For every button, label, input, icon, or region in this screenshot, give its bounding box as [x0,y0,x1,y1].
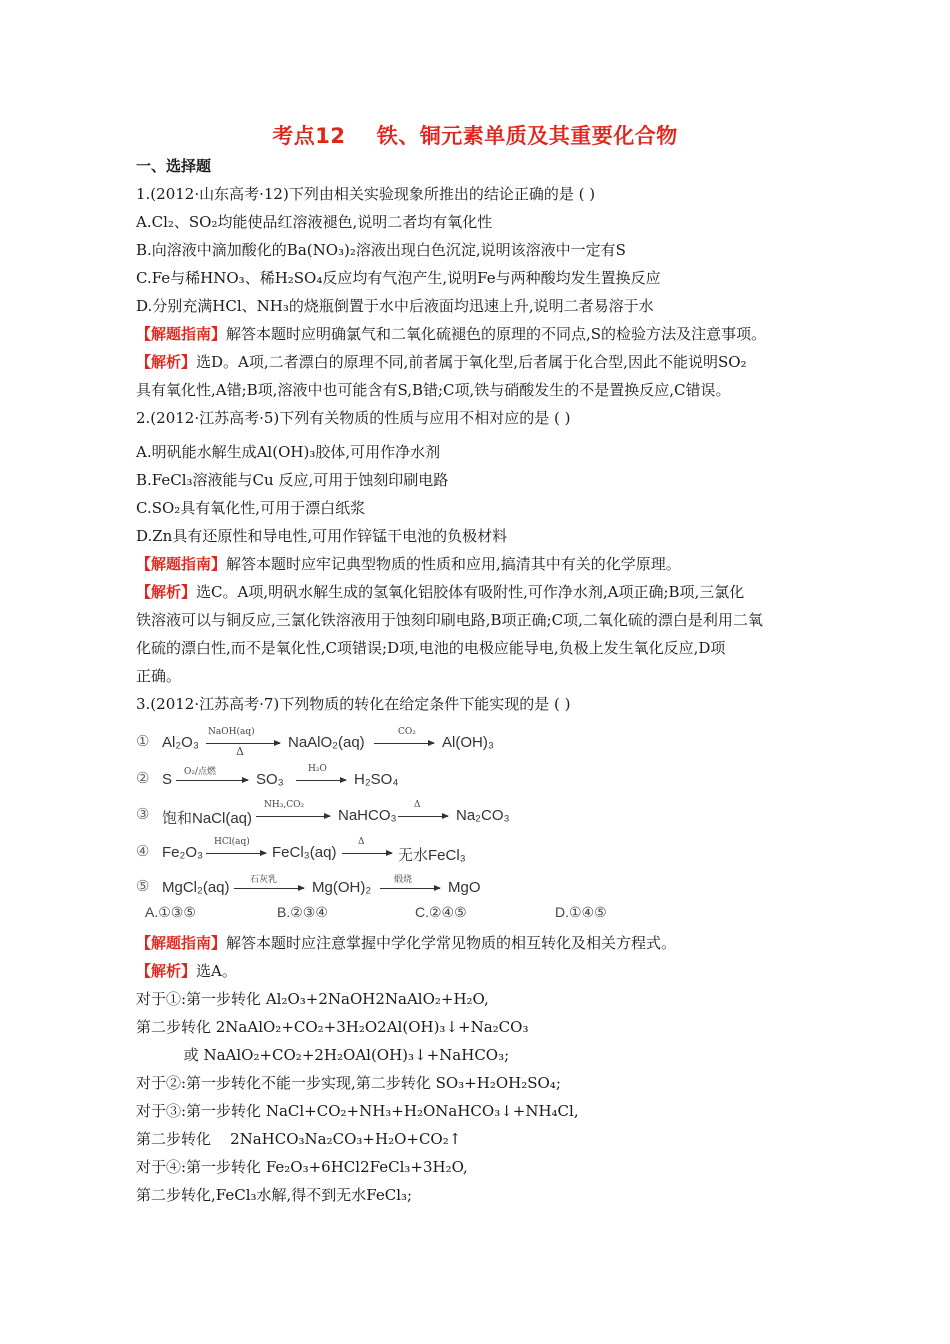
condition-2: CO₂ [398,727,416,737]
analysis-text: 选C。A项,明矾水解生成的氢氧化铝胶体有吸附性,可作净水剂,A项正确;B项,三氯化 [196,583,745,601]
analysis-tag: 【解析】 [136,962,197,980]
intermediate: SO₃ [256,771,284,788]
product: MgO [448,879,481,896]
q1-option-d: D.分别充满HCl、NH₃的烧瓶倒置于水中后液面均迅速上升,说明二者易溶于水 [136,297,654,315]
condition-1: 石灰乳 [250,875,278,885]
q2-analysis-line-1 [136,581,744,603]
q3-analysis-line-8: 第二步转化,FeCl₃水解,得不到无水FeCl₃; [136,1186,413,1204]
condition-1: HCl(aq) [214,837,250,847]
guide-tag: 【解题指南】 [136,934,227,952]
reaction-number: ② [136,769,150,787]
reaction-row-4 [136,838,556,868]
condition-1-below: Δ [236,745,244,758]
q1-option-c: C.Fe与稀HNO₃、稀H₂SO₄反应均有气泡产生,说明Fe与两种酸均发生置换反应 [136,269,661,287]
reactant: S [162,771,173,788]
arrow-icon [234,888,304,889]
q3-analysis-line-6: 第二步转化 2NaHCO₃Na₂CO₃+H₂O+CO₂↑ [136,1130,462,1148]
arrow-icon [380,888,440,889]
condition-1: O₂/点燃 [184,767,217,777]
arrow-icon [256,816,330,817]
reactant: MgCl₂(aq) [162,879,230,896]
q2-option-a: A.明矾能水解生成Al(OH)₃胶体,可用作净水剂 [136,443,441,461]
condition-1: NH₃,CO₂ [264,800,305,810]
q2-analysis-line-3: 化硫的漂白性,而不是氧化性,C项错误;D项,电池的电极应能导电,负极上发生氧化反应,D项 [136,639,726,657]
arrow-icon [398,816,448,817]
arrow-icon [206,853,266,854]
q2-stem: 2.(2012·江苏高考·5)下列有关物质的性质与应用不相对应的是 ( ) [136,409,571,427]
intermediate: NaHCO₃ [338,807,397,824]
q1-stem: 1.(2012·山东高考·12)下列由相关实验现象所推出的结论正确的是 ( ) [136,185,596,203]
q3-analysis-line-5: 对于③:第一步转化 NaCl+CO₂+NH₃+H₂ONaHCO₃↓+NH₄Cl, [136,1102,579,1120]
reaction-row-5 [136,873,556,903]
condition-2: 煅烧 [394,875,413,885]
reaction-row-2 [136,765,556,795]
analysis-tag: 【解析】 [136,353,197,371]
page-title: 考点12 铁、铜元素单质及其重要化合物 [272,124,678,148]
reactant: Al₂O₃ [162,734,199,751]
reaction-number: ④ [136,842,150,860]
arrow-icon [374,743,434,744]
q3-analysis-head [136,960,237,982]
q3-analysis-line-7: 对于④:第一步转化 Fe₂O₃+6HCl2FeCl₃+3H₂O, [136,1158,468,1176]
section-heading: 一、选择题 [136,157,212,175]
q1-analysis-line-1 [136,351,747,373]
reaction-row-3 [136,801,556,831]
reaction-number: ⑤ [136,877,150,895]
q3-choice-b: B.②③④ [277,904,328,920]
analysis-text: 选D。A项,二者漂白的原理不同,前者属于氧化型,后者属于化合型,因此不能说明SO₂ [196,353,747,371]
reaction-number: ① [136,732,150,750]
reactant: 饱和NaCl(aq) [162,810,253,827]
guide-text: 解答本题时应牢记典型物质的性质和应用,搞清其中有关的化学原理。 [226,555,681,573]
q1-option-a: A.Cl₂、SO₂均能使品红溶液褪色,说明二者均有氧化性 [136,213,493,231]
analysis-text: 选A。 [196,962,237,980]
q3-choice-d: D.①④⑤ [555,904,607,920]
q3-choice-c: C.②④⑤ [415,904,467,920]
q2-analysis-line-2: 铁溶液可以与铜反应,三氯化铁溶液用于蚀刻印刷电路,B项正确;C项,二氧化硫的漂白是利用二氧 [136,611,763,629]
reaction-row-1 [136,728,556,758]
arrow-icon [342,853,392,854]
guide-text: 解答本题时应注意掌握中学化学常见物质的相互转化及相关方程式。 [226,934,677,952]
product: Al(OH)₃ [442,734,494,751]
product: H₂SO₄ [354,771,399,788]
guide-tag: 【解题指南】 [136,555,227,573]
q2-guide [136,553,681,575]
q1-guide [136,323,766,345]
arrow-icon [176,780,248,781]
q2-analysis-line-4: 正确。 [136,667,182,685]
q3-analysis-line-2: 第二步转化 2NaAlO₂+CO₂+3H₂O2Al(OH)₃↓+Na₂CO₃ [136,1018,529,1036]
q3-analysis-line-1: 对于①:第一步转化 Al₂O₃+2NaOH2NaAlO₂+H₂O, [136,990,489,1008]
q2-option-d: D.Zn具有还原性和导电性,可用作锌锰干电池的负极材料 [136,527,508,545]
arrow-icon [206,743,280,744]
q1-option-b: B.向溶液中滴加酸化的Ba(NO₃)₂溶液出现白色沉淀,说明该溶液中一定有S [136,241,626,259]
q3-stem: 3.(2012·江苏高考·7)下列物质的转化在给定条件下能实现的是 ( ) [136,695,571,713]
product: 无水FeCl₃ [398,847,466,864]
condition-2: Δ [414,800,421,810]
reactant: Fe₂O₃ [162,844,204,861]
intermediate: FeCl₃(aq) [272,844,337,861]
guide-tag: 【解题指南】 [136,325,227,343]
q3-analysis-line-3: 或 NaAlO₂+CO₂+2H₂OAl(OH)₃↓+NaHCO₃; [136,1046,510,1064]
intermediate: Mg(OH)₂ [312,879,372,896]
reaction-number: ③ [136,805,150,823]
product: Na₂CO₃ [456,807,510,824]
q1-analysis-line-2: 具有氧化性,A错;B项,溶液中也可能含有S,B错;C项,铁与硝酸发生的不是置换反应,C错误。 [136,381,731,399]
q2-option-c: C.SO₂具有氧化性,可用于漂白纸浆 [136,499,366,517]
q2-option-b: B.FeCl₃溶液能与Cu 反应,可用于蚀刻印刷电路 [136,471,449,489]
condition-1: NaOH(aq) [208,727,255,737]
analysis-tag: 【解析】 [136,583,197,601]
intermediate: NaAlO₂(aq) [288,734,365,751]
arrow-icon [296,780,346,781]
guide-text: 解答本题时应明确氯气和二氧化硫褪色的原理的不同点,S的检验方法及注意事项。 [226,325,767,343]
condition-2: H₂O [308,764,327,774]
q3-analysis-line-4: 对于②:第一步转化不能一步实现,第二步转化 SO₃+H₂OH₂SO₄; [136,1074,561,1092]
condition-2: Δ [358,837,365,847]
q3-guide [136,932,676,954]
q3-choice-a: A.①③⑤ [145,904,196,920]
